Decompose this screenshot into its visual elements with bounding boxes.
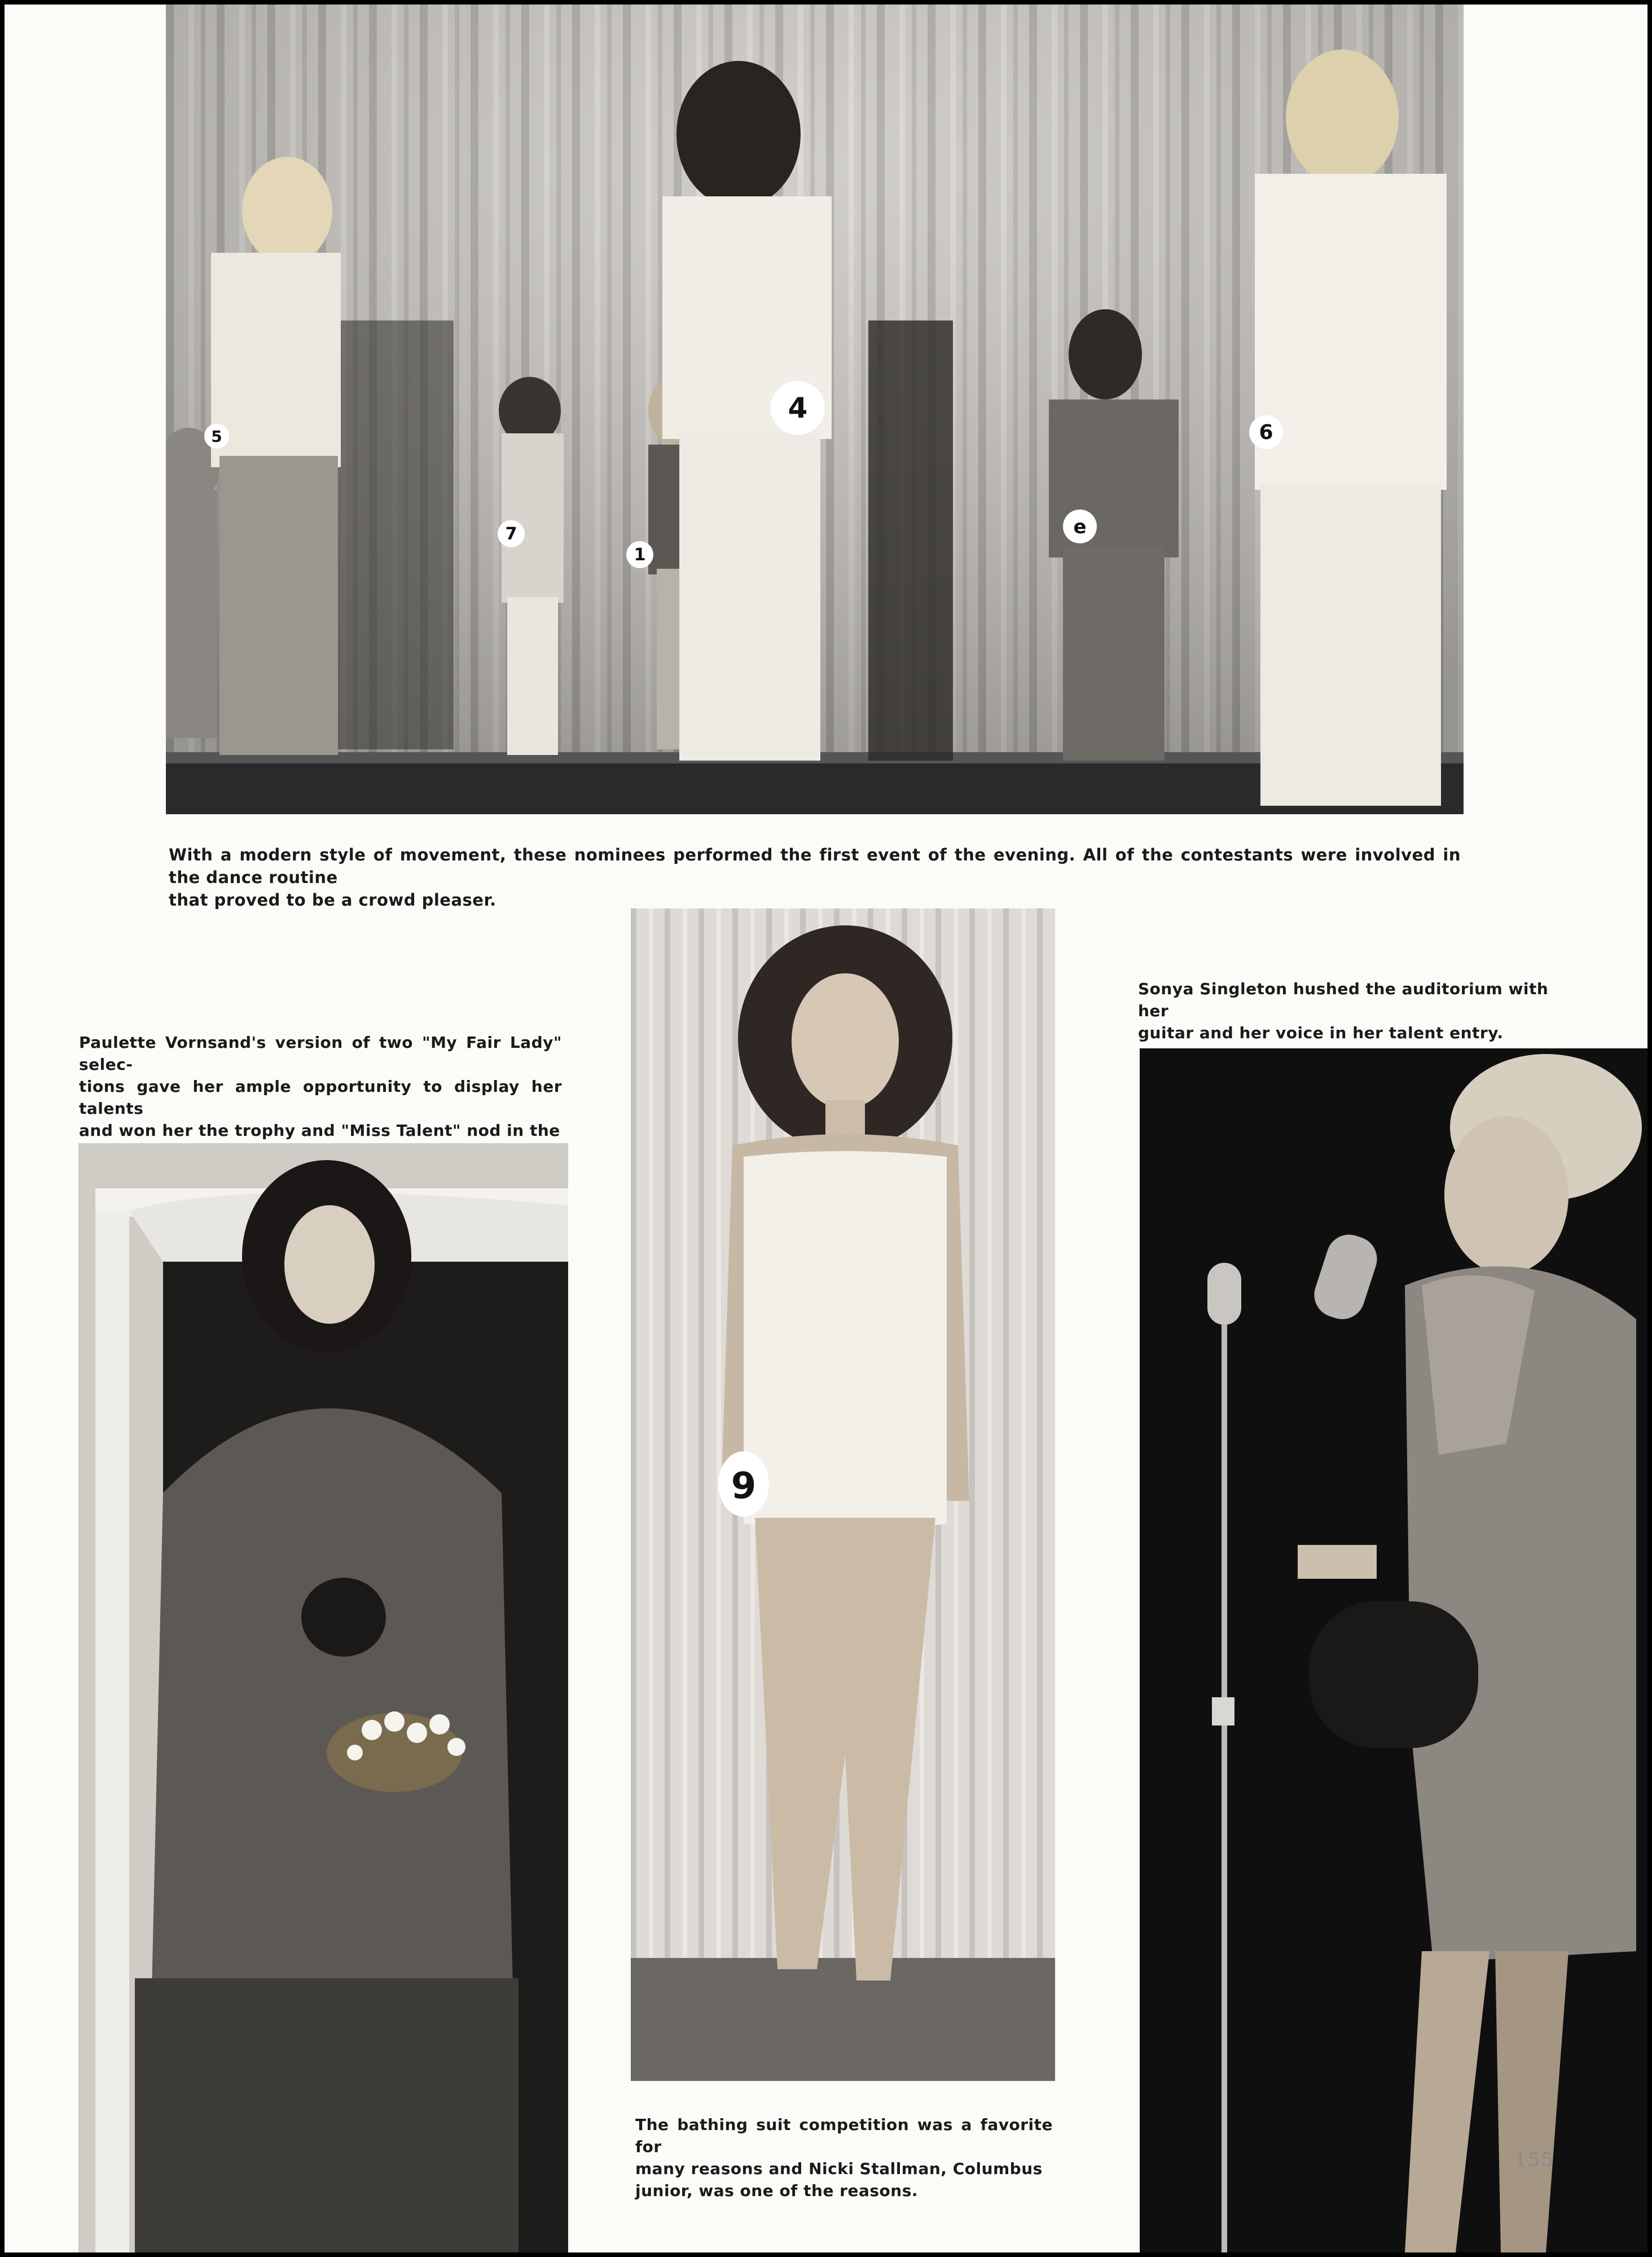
contestant-number-7: 7 — [505, 524, 517, 544]
talent-caption-line-2: tions gave her ample opportunity to display her talents — [79, 1077, 562, 1118]
contestant-number-5: 5 — [211, 427, 222, 446]
bathing-suit-caption-line-1: The bathing suit competition was a favorite for — [635, 2115, 1053, 2156]
bathing-suit-caption-line-2: many reasons and Nicki Stallman, Columbus — [635, 2159, 1043, 2178]
bathing-suit-caption-line-3: junior, was one of the reasons. — [635, 2181, 919, 2200]
bathing-suit-caption — [635, 2114, 1053, 2202]
contestant-number-9: 9 — [731, 1465, 757, 1507]
talent-caption-line-3: and won her the trophy and "Miss Talent" nod in the — [79, 1121, 560, 1140]
dance-caption-line-1: With a modern style of movement, these nominees performed the first event of the evening. All of the contestants were involved in the dance routine — [169, 845, 1461, 887]
contestant-number-1: 1 — [634, 545, 646, 565]
dance-routine-caption — [169, 844, 1461, 911]
dance-routine-photo — [166, 5, 1464, 814]
contestant-number-6: 6 — [1259, 421, 1273, 444]
yearbook-page — [5, 5, 1647, 2252]
guitar-caption-line-1: Sonya Singleton hushed the auditorium with her — [1138, 980, 1549, 1020]
contestant-number-e: e — [1073, 516, 1087, 538]
guitar-caption-line-2: guitar and her voice in her talent entry. — [1138, 1024, 1504, 1042]
guitar-caption — [1138, 978, 1556, 1044]
guitar-singer-photo — [1140, 1048, 1647, 2252]
my-fair-lady-photo — [78, 1143, 568, 2252]
dance-caption-line-2: that proved to be a crowd pleaser. — [169, 890, 497, 910]
contestant-number-4: 4 — [788, 392, 808, 424]
page-number: 155 — [1514, 2149, 1554, 2171]
bathing-suit-photo — [631, 908, 1055, 2081]
talent-caption-line-1: Paulette Vornsand's version of two "My Fair Lady" selec- — [79, 1033, 562, 1074]
